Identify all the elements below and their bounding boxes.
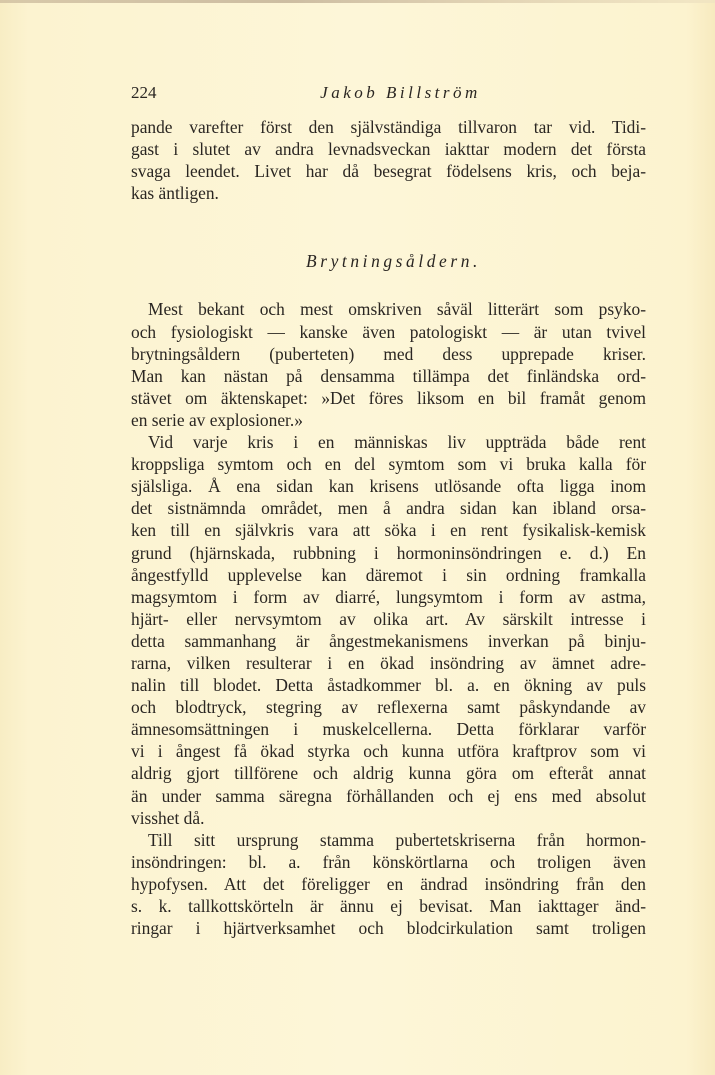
text-line: det sistnämnda området, men å andra sidan kan ibland orsa- xyxy=(131,498,646,519)
text-line: Mest bekant och mest omskriven såväl litterärt som psyko- xyxy=(148,299,646,320)
text-line: hjärt- eller nervsymtom av olika art. Av särskilt intresse i xyxy=(131,608,646,629)
text-line: Till sitt ursprung stamma pubertetskriserna från hormon- xyxy=(148,829,646,850)
text-line: detta sammanhang är ångestmekanismens inverkan på binju- xyxy=(131,630,646,651)
text-line: s. k. tallkottskörteln är ännu ej bevisat. Man iakttager änd- xyxy=(131,896,646,916)
text-line: kroppsliga symtom och en del symtom som vi bruka kalla för xyxy=(131,454,646,475)
text-line: ringar i hjärtverksamhet och blodcirkulation samt troligen xyxy=(131,918,646,939)
text-line: grund (hjärnskada, rubbning i hormoninsöndringen e. d.) En xyxy=(131,542,646,563)
text-line: rarna, vilken resulterar i en ökad insöndring av ämnet adre- xyxy=(131,652,646,673)
running-title: Jakob Billström xyxy=(320,83,481,102)
page-top-edge xyxy=(0,0,715,3)
text-line: vi i ångest få ökad styrka och kunna utföra kraftprov som vi xyxy=(131,741,646,762)
text-line: aldrig gjort tillförene och aldrig kunna göra om efteråt annat xyxy=(131,763,646,784)
section-heading: Brytningsåldern. xyxy=(306,251,481,272)
body-text xyxy=(131,116,646,939)
paragraph-3 xyxy=(131,829,646,939)
text-line: insöndringen: bl. a. från könskörtlarna och troligen även xyxy=(131,851,646,872)
text-line: svaga leendet. Livet har då besegrat födelsens kris, och beja- xyxy=(131,161,646,182)
text-line: gast i slutet av andra levnadsveckan iakttar modern det första xyxy=(131,139,646,160)
text-line: Man kan nästan på densamma tillämpa det finländska ord- xyxy=(131,365,646,386)
text-line: och fysiologiskt — kanske även patologiskt — är utan tvivel xyxy=(131,321,646,342)
text-line: magsymtom i form av diarré, lungsymtom i form av astma, xyxy=(131,586,646,607)
text-line: stävet om äktenskapet: »Det föres liksom en bil framåt genom xyxy=(131,387,646,408)
text-line: pande varefter först den självständiga tillvaron tar vid. Tidi- xyxy=(131,117,646,137)
text-line: en serie av explosioner.» xyxy=(131,409,303,430)
paragraph-2 xyxy=(131,431,646,829)
opening-paragraph xyxy=(131,116,646,204)
text-line: ken till en självkris vara att söka i en rent fysikalisk-kemisk xyxy=(131,520,646,541)
book-page xyxy=(131,80,646,939)
text-line: hypofysen. Att det föreligger en ändrad insöndring från den xyxy=(131,873,646,894)
text-line: kas äntligen. xyxy=(131,183,219,204)
text-line: nalin till blodet. Detta åstadkommer bl. a. en ökning av puls xyxy=(131,675,646,696)
text-line: och blodtryck, stegring av reflexerna samt påskyndande av xyxy=(131,697,646,718)
running-head xyxy=(131,80,646,104)
text-line: själsliga. Å ena sidan kan krisens utlösande ofta ligga inom xyxy=(131,476,646,497)
text-line: än under samma säregna förhållanden och ej ens med absolut xyxy=(131,785,646,806)
text-line: ångestfylld upplevelse kan däremot i sin ordning framkalla xyxy=(131,564,646,585)
text-line: ämnesomsättningen i muskelcellerna. Detta förklarar varför xyxy=(131,719,646,740)
text-line: visshet då. xyxy=(131,807,205,828)
text-line: Vid varje kris i en människas liv uppträda både rent xyxy=(148,432,646,453)
text-line: brytningsåldern (puberteten) med dess upprepade kriser. xyxy=(131,343,646,364)
page-number: 224 xyxy=(131,83,157,102)
paragraph-1 xyxy=(131,298,646,431)
